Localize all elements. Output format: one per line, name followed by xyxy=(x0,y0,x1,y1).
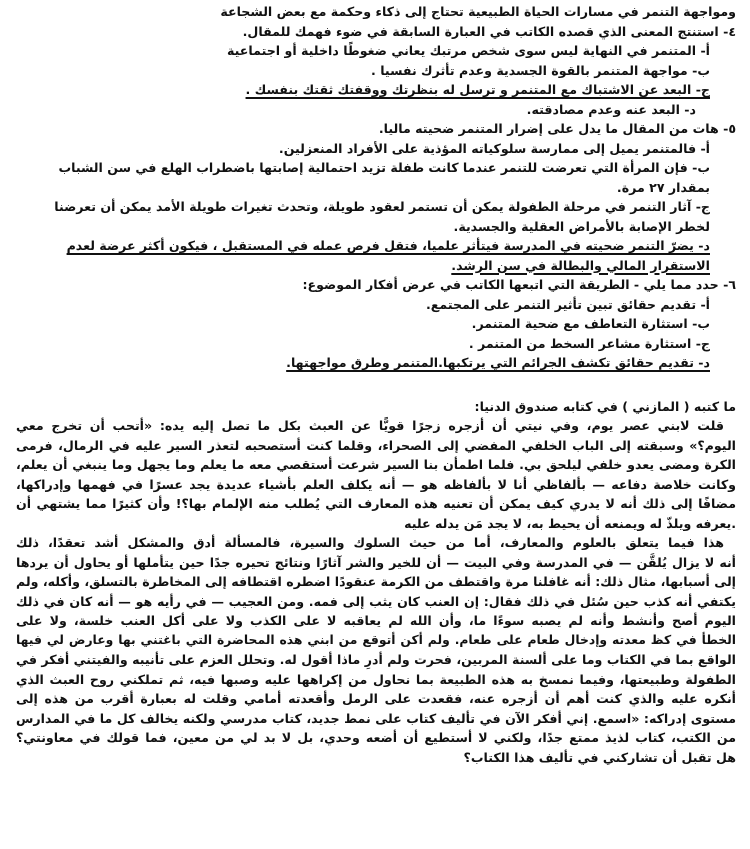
passage-line: الخطأ في كظ معدته وإدخال طعام على طعام. ولم أكن أتوقع من ابني هذه المحاضرة التي باغتني بها وعارض لي فيها xyxy=(16,632,736,647)
q5-option-d-text-cont: الاستقرار المالي والبطالة في سن الرشد. xyxy=(451,257,710,273)
passage-line: الكرة ومضى يعدو خلفي ليلحق بي. فلما اطمأن بنا السير شرعت أستقصي معه ما يعلم وما يجهل وما ينبغي أن يعلم، xyxy=(16,457,736,472)
passage-line: وكانت خلاصة دفاعه — بألفاظي أنا لا بألفاظه هو — أنه يكلف العلم بأشياء عديدة يجد عسرًا في فهمها وإدراكها، xyxy=(16,476,736,492)
questions-section xyxy=(16,2,736,373)
q6-option-d-answer xyxy=(16,353,736,373)
q4-option-c-answer xyxy=(16,80,736,100)
question-4: ٤- استنتج المعنى الذي قصده الكاتب في العبارة السابقة في ضوء فهمك للمقال. xyxy=(242,23,736,39)
q6-option-d-text: د- تقديم حقائق تكشف الجرائم التي يرتكبها.المتنمر وطرق مواجهتها. xyxy=(286,355,710,370)
q5-option-a: أ- فالمتنمر يميل إلى ممارسة سلوكياته المؤذية على الأفراد المنعزلين. xyxy=(278,140,710,156)
passage-line: هذا فيما يتعلق بالعلوم والمعارف، أما من حيث السلوك والسيرة، فالمسألة أدق والمشكل أشد تعقدًا، ذلك xyxy=(16,535,724,550)
q4-option-c-text: ج- البعد عن الاشتباك مع المتنمر و ترسل له بنظرتك ووقفتك ثقتك بنفسك . xyxy=(245,82,710,97)
q5-option-d-answer-cont xyxy=(16,256,736,276)
q5-option-c-cont: لخطر الإصابة بالأمراض العقلية والجسدية. xyxy=(453,218,710,234)
section-spacer xyxy=(16,373,736,397)
passage-title: ما كتبه ( المازني ) في كتابه صندوق الدنيا: xyxy=(474,398,736,414)
passage-line: الواقع بما في الكتاب وما على ألسنة المربين، فحرت ولم أدرِ ماذا أقول له. وتحلل العزم على تأنيبه والفيتني أفكر في xyxy=(16,652,736,667)
passage-line: مضافًا إلى ذلك أنه لا يدري كيف يمكن أن تعنيه هذه المعارف التي يُطلب منه الإلمام بها؟! وأن كثيرًا مما يشتهي أن xyxy=(16,496,736,511)
q4-option-d: د- البعد عنه وعدم مصادقته. xyxy=(526,101,696,117)
passage-line: اليوم؟» وسبقته إلى الباب الخلفي المفضي إلى الصحراء، وقلما كنت أستصحبه لتعذر السير عليه في الرمال، فرمى xyxy=(16,437,736,453)
q5-option-b-cont: بمقدار ٢٧ مرة. xyxy=(616,179,710,195)
passage-line: من الكتب، كتاب لذيذ ممتع جدًا، ولكني لا أستطيع أن أضعه وحدي، بل لا بد لي من معين، فما قولك في معاونتي؟ xyxy=(16,730,736,745)
passage-line: قلت لابني عصر يوم، وفي نيتي أن أزجره زجرًا قويًّا عن العبث بكل ما تصل إليه يده: «أتحب أن تخرج معي xyxy=(16,418,724,433)
passage-section xyxy=(16,397,736,768)
passage-line: الطفولة وطبيعتها، وفيما نمسخ به هذه الطبيعة بما نحاول من إكراهها عليه وصبها فيه، ثم تملكني روح العبث الذي xyxy=(16,671,736,687)
question-5: ٥- هات من المقال ما يدل على إضرار المتنمر ضحيته ماليا. xyxy=(378,121,736,136)
passage-line: مستوى إدراكه: «اسمع. إني أفكر الآن في تأليف كتاب على نمط جديد، كتاب مدرسي ولكنه يخالف كل ما في المدارس xyxy=(16,710,736,726)
q6-option-a: أ- تقديم حقائق تبين تأثير التنمر على المجتمع. xyxy=(426,296,710,312)
passage-line: اليوم أصح وأنشط وأنه لم يصبه سوءًا ما، وأن الله لم يعاقبه لا على الكذب ولا على أكل العنب خلسة، ولا على xyxy=(16,613,736,628)
passage-line: أنكره عليه والذي كنت أهم أن أزجره عنه، فقعدت على الرمل وأقعدته أمامي وقلت له بعبارة أقرب من هذه إلى xyxy=(16,691,736,706)
passage-line: إلى أسبابها، مثال ذلك: أنه غافلنا مرة واقتطف من الكرمة عنقودًا اضطره اقتطافه إلى المخاطرة بالتسلق، وأكله، ولم xyxy=(16,574,736,589)
q5-option-b: ب- فإن المرأة التي تعرضت للتنمر عندما كانت طفلة تزيد احتمالية إصابتها باضطراب الهلع في سن الشباب xyxy=(58,160,710,175)
passage-line: أنه لا يزال يُلقَّن — في المدرسة وفي البيت — أن للخير والشر آثارًا ونتائج تحيره جدًا حين يتأملها أو يحاول أن يردها xyxy=(16,554,736,570)
passage-line: .يعرفه ويلذّ له ويمنعه أن يحيط به، لا يجد مَن يدله عليه xyxy=(404,515,736,531)
q5-option-d-answer xyxy=(16,236,736,256)
q6-option-c: ج- استثارة مشاعر السخط من المتنمر . xyxy=(468,335,710,351)
q6-option-b: ب- استثارة التعاطف مع ضحية المتنمر. xyxy=(471,316,710,331)
question-6: ٦- حدد مما يلي - الطريقة التي اتبعها الكاتب في عرض أفكار الموضوع: xyxy=(302,277,736,292)
q4-option-b: ب- مواجهة المتنمر بالقوة الجسدية وعدم تأثرك نفسيا . xyxy=(371,62,710,78)
passage-line: هل تقبل أن تشاركني في تأليف هذا الكتاب؟ xyxy=(463,749,736,765)
q5-option-c: ج- آثار التنمر في مرحلة الطفولة يمكن أن تستمر لعقود طويلة، وتحدث تغيرات طويلة الأمد يمكن أن تعرضنا xyxy=(54,199,710,214)
passage-line: يكتفي أنه كذب حين سُئل في ذلك فقال: إن العنب كان يثب إلى فمه. ومن العجيب — في رأيه هو — أنه كان في ذلك xyxy=(16,593,736,609)
q4-option-a: أ- المتنمر في النهاية ليس سوى شخص مرتبك يعاني ضغوطًا داخلية أو اجتماعية xyxy=(227,43,710,58)
q5-option-d-text: د- يضرّ التنمر ضحيته في المدرسة فيتأثر علميا، فتقل فرص عمله في المستقبل ، فيكون أكثر عرضة لعدم xyxy=(66,238,710,253)
intro-sentence: ومواجهة التنمر في مسارات الحياة الطبيعية تحتاج إلى ذكاء وحكمة مع بعض الشجاعة xyxy=(220,4,736,19)
